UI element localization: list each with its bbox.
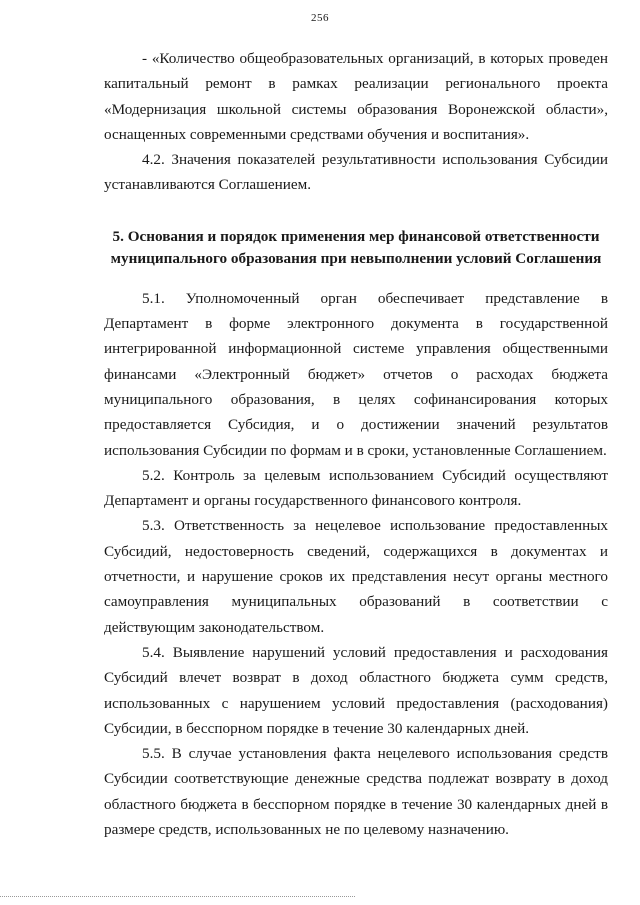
paragraph-5-1: 5.1. Уполномоченный орган обеспечивает представление в Департамент в форме электронного документа в государственной интегрированной информационной системе управления общественными финансами «Электронный бюджет» отчетов о расходах бюджета муниципального образования, в целях софинансирования которых предоставляется Субсидия, и о достижении значений результатов использования Субсидии по формам и в сроки, установленные Соглашением. [104,289,608,459]
section-heading-line-2: муниципального образования при невыполнении условий Соглашения [110,249,602,267]
paragraph-5-2: 5.2. Контроль за целевым использованием Субсидий осуществляют Департамент и органы государственного финансового контроля. [104,466,608,510]
paragraph-5-4: 5.4. Выявление нарушений условий предоставления и расходования Субсидий влечет возврат в доход областного бюджета сумм средств, использованных с нарушением условий предоставления (расходования) Субсидии, в бесспорном порядке в течение 30 календарных дней. [104,643,608,737]
paragraph-5-5: 5.5. В случае установления факта нецелевого использования средств Субсидии соответствующие денежные средства подлежат возврату в доход областного бюджета в бесспорном порядке в течение 30 календарных дней в размере средств, использованных не по целевому назначению. [104,745,608,839]
paragraph-5-3: 5.3. Ответственность за нецелевое использование предоставленных Субсидий, недостоверность сведений, содержащихся в документах и отчетности, и нарушение сроков их представления несут органы местного самоуправления муниципальных образований в соответствии с действующим законодательством. [104,517,608,636]
footer-divider [0,896,355,897]
paragraph-4-2: 4.2. Значения показателей результативности использования Субсидии устанавливаются Соглашением. [104,151,608,194]
paragraph-indicator-list: - «Количество общеобразовательных организаций, в которых проведен капитальный ремонт в рамках реализации регионального проекта «Модернизация школьной системы образования Воронежской области», оснащенных современными средствами обучения и воспитания». [104,50,608,143]
document-body [104,46,608,842]
section-heading [104,226,608,270]
section-heading-line-1: 5. Основания и порядок применения мер финансовой ответственности [112,227,600,245]
page-number: 256 [311,12,329,24]
